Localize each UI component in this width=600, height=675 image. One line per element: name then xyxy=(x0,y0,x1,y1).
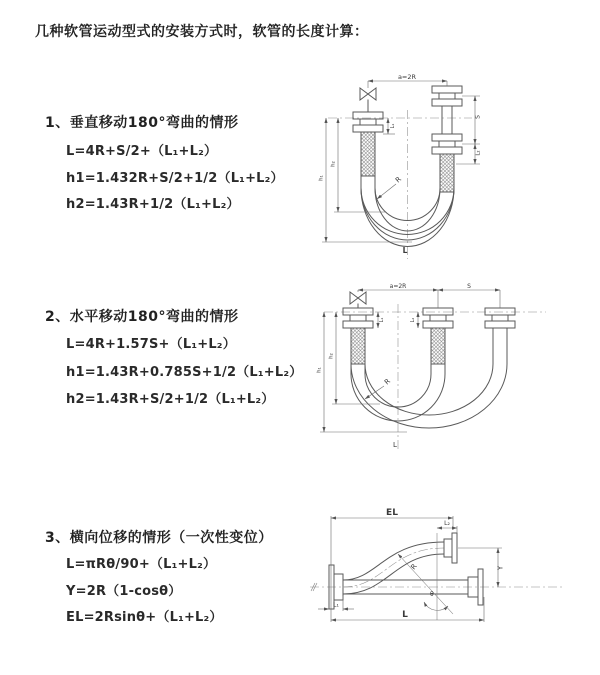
dim-label-l2: L₂ xyxy=(444,520,450,527)
section-3-formula-EL: EL=2Rsinθ+（L₁+L₂） xyxy=(66,610,223,625)
dim-label-y: Y xyxy=(496,565,505,571)
dimension-lines xyxy=(318,516,502,622)
dim-label-h2: h₂ xyxy=(330,161,337,167)
radius-label: R xyxy=(409,562,419,572)
hose-diagram-lateral-displacement xyxy=(300,502,600,675)
dim-label-a2r: a=2R xyxy=(397,73,417,81)
section-2-heading: 2、水平移动180°弯曲的情形 xyxy=(45,309,239,325)
left-flange-fitting xyxy=(353,112,383,176)
hose-diagram-horizontal-180 xyxy=(310,282,600,462)
dim-label-l1: L₁ xyxy=(333,601,339,609)
section-3-formula-Y: Y=2R（1-cosθ） xyxy=(66,584,182,599)
dim-label-el: EL xyxy=(386,508,398,518)
radius-label: R xyxy=(382,377,392,387)
section-2-formula-h2: h2=1.43R+S/2+1/2（L₁+L₂） xyxy=(66,392,275,407)
dim-label-a2r: a=2R xyxy=(389,283,407,290)
dim-label-l2: L₂ xyxy=(475,150,482,156)
dim-label-h1: h₁ xyxy=(316,367,323,373)
dim-label-s: S xyxy=(467,283,471,290)
section-1-heading: 1、垂直移动180°弯曲的情形 xyxy=(45,115,239,131)
section-2-formula-h1: h1=1.43R+0.785S+1/2（L₁+L₂） xyxy=(66,365,303,380)
right-flange-fittings xyxy=(432,86,462,192)
dim-label-l1: L₁ xyxy=(390,123,396,129)
upper-flange-fitting xyxy=(444,533,457,563)
section-2-formula-L: L=4R+1.57S+（L₁+L₂） xyxy=(66,337,236,352)
right-flange-fitting xyxy=(485,308,515,338)
hose-diagram-vertical-180 xyxy=(310,72,600,262)
length-label: L xyxy=(402,246,408,255)
valve-icon xyxy=(360,88,376,112)
middle-flange-fitting xyxy=(423,308,453,364)
radius-label: R xyxy=(393,175,403,185)
length-label: L xyxy=(393,441,397,449)
dim-label-s: S xyxy=(474,115,482,119)
dimension-lines xyxy=(320,290,500,432)
hose-u-bends xyxy=(351,338,507,428)
section-1-formula-h1: h1=1.432R+S/2+1/2（L₁+L₂） xyxy=(66,171,284,186)
section-3-heading: 3、横向位移的情形（一次性变位） xyxy=(45,530,273,546)
angle-label: θ xyxy=(430,591,434,598)
dim-label-l1: L₁ xyxy=(379,317,385,323)
section-3-formula-L: L=πRθ/90+（L₁+L₂） xyxy=(66,557,217,572)
page-title: 几种软管运动型式的安装方式时，软管的长度计算： xyxy=(35,24,369,40)
dim-label-h2: h₂ xyxy=(328,353,335,359)
dimension-lines xyxy=(322,81,480,242)
section-1-formula-L: L=4R+S/2+（L₁+L₂） xyxy=(66,144,218,159)
dim-label-l: L xyxy=(402,610,408,620)
dim-label-l2: L₂ xyxy=(410,317,416,323)
dim-label-h1: h₁ xyxy=(318,175,325,181)
displaced-hose-s-curve xyxy=(343,542,444,594)
valve-icon xyxy=(350,292,366,308)
construction-lines xyxy=(398,533,453,620)
section-1-formula-h2: h2=1.43R+1/2（L₁+L₂） xyxy=(66,197,240,212)
left-flange-fitting xyxy=(343,308,373,364)
